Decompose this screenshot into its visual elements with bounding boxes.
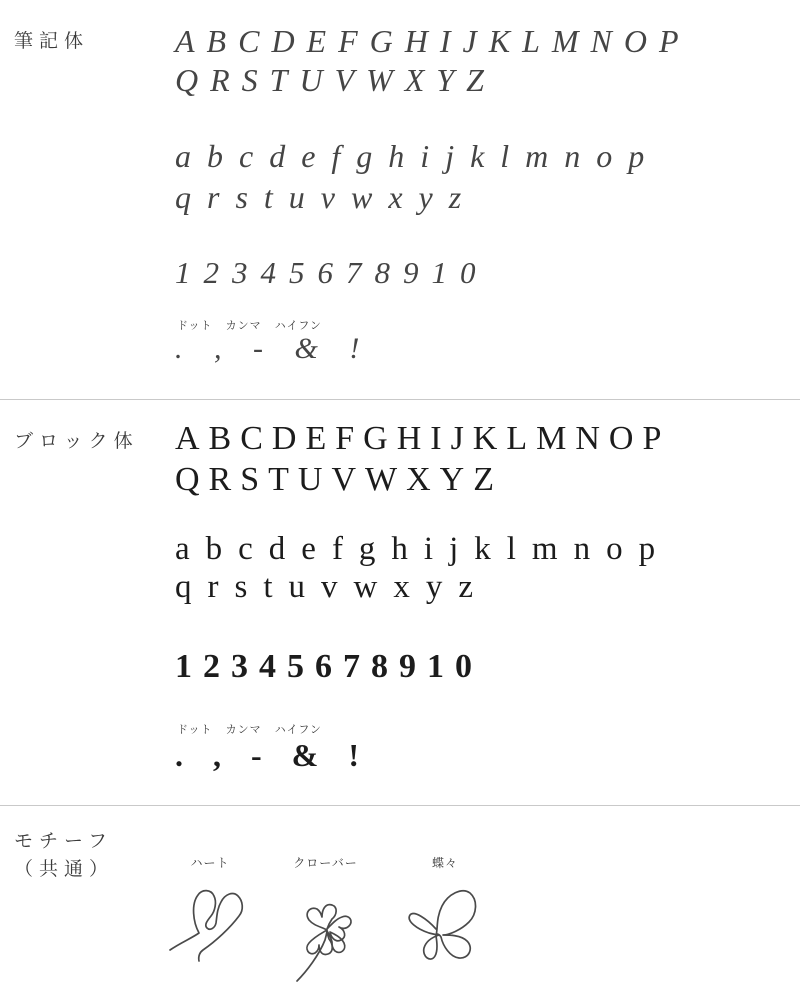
script-lowercase	[175, 136, 660, 218]
block-uppercase-line1: ABCDEFGHIJKLMNOP	[175, 420, 671, 457]
block-lowercase-line1: abcdefghijklmnop	[175, 531, 672, 567]
script-lowercase-line1: abcdefghijklmnop	[175, 138, 661, 174]
caption-hyphen: ハイフン	[274, 724, 322, 736]
block-numbers: 12345678910	[175, 648, 483, 685]
script-uppercase	[175, 22, 691, 100]
block-uppercase-line2: QRSTUVWXYZ	[175, 461, 503, 498]
section-label-block	[14, 428, 139, 456]
block-uppercase	[175, 418, 670, 500]
section-label-script	[14, 28, 89, 56]
caption-comma: カンマ	[225, 724, 262, 736]
motif-heart	[165, 854, 255, 964]
motif-heart-label: ハート	[190, 856, 230, 870]
caption-dot: ドット	[177, 320, 213, 332]
butterfly-icon	[405, 884, 485, 962]
motif-row	[165, 854, 485, 984]
block-symbols: . , - & !	[175, 737, 361, 773]
script-punct-captions	[177, 317, 331, 333]
section-label-motif-line1: モチーフ	[14, 831, 114, 852]
script-uppercase-line2: QRSTUVWXYZ	[175, 62, 496, 98]
section-divider-1	[0, 399, 800, 400]
script-symbols: . , - & !	[175, 332, 362, 365]
caption-comma: カンマ	[225, 320, 262, 332]
script-numbers: 12345678910	[175, 255, 489, 290]
heart-icon	[166, 884, 254, 964]
block-lowercase-line2: qrstuvwxyz	[175, 569, 489, 605]
script-uppercase-line1: ABCDEFGHIJKLMNOP	[175, 23, 691, 59]
motif-clover	[288, 854, 363, 984]
clover-icon	[289, 884, 363, 984]
block-lowercase	[175, 530, 671, 606]
section-label-motif-line2: （共通）	[14, 859, 115, 880]
motif-clover-label: クローバー	[293, 856, 358, 870]
caption-dot: ドット	[177, 724, 213, 736]
motif-butterfly-label: 蝶々	[431, 856, 458, 870]
section-label-script-text: 筆記体	[14, 31, 90, 52]
script-lowercase-line2: qrstuvwxyz	[175, 179, 478, 215]
section-label-motif	[14, 828, 114, 884]
block-punct-captions	[177, 721, 331, 737]
section-divider-2	[0, 805, 800, 806]
caption-hyphen: ハイフン	[274, 320, 322, 332]
motif-butterfly	[405, 854, 485, 962]
section-label-block-text: ブロック体	[14, 431, 139, 452]
